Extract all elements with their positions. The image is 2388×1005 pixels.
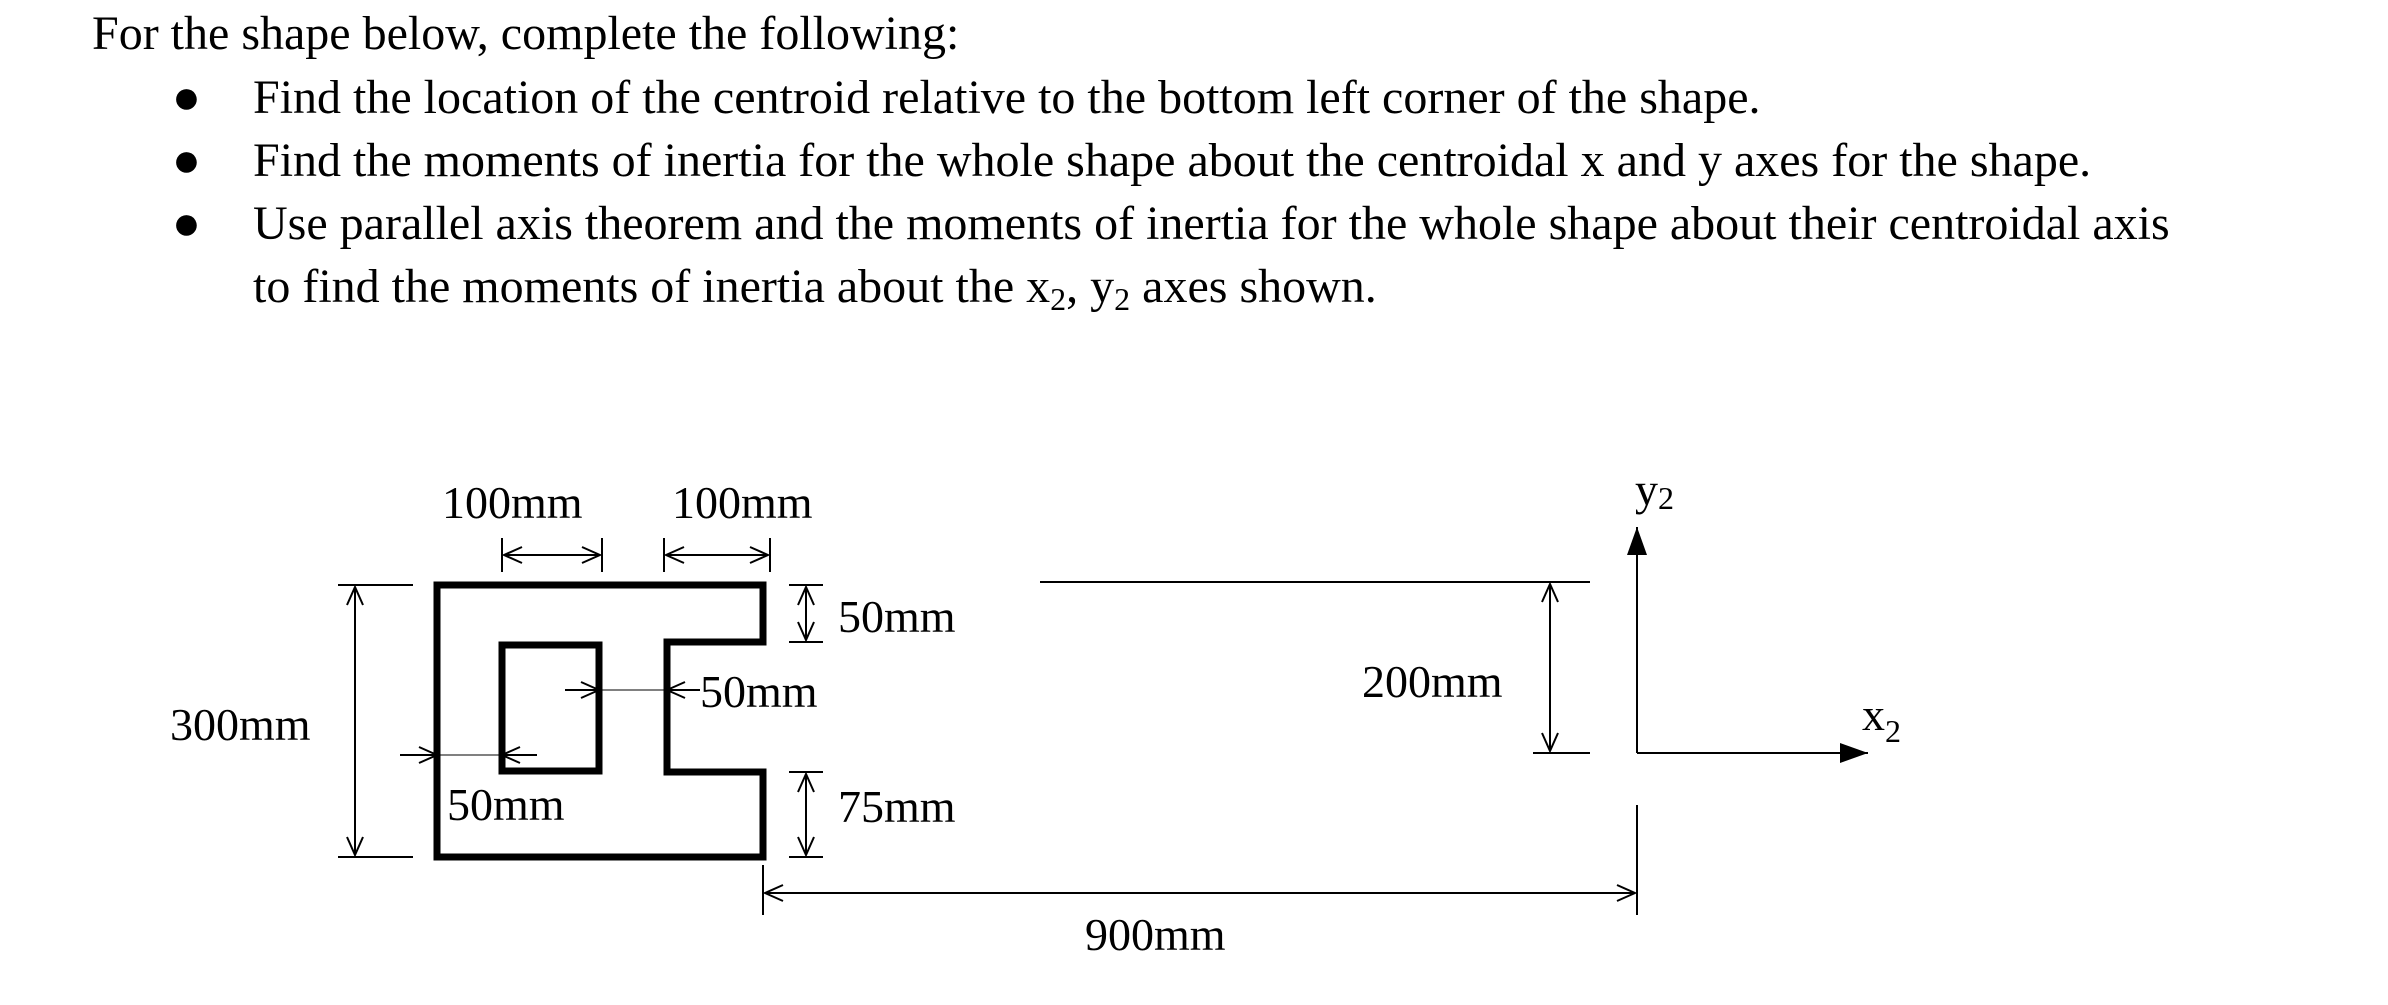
bullet-icon: ● <box>172 134 201 187</box>
task-text: Find the moments of inertia for the whole shape about the centroidal x and y axes for the shape. <box>253 134 2092 187</box>
y2-subscript: 2 <box>1658 480 1674 516</box>
task-text: Find the location of the centroid relative to the bottom left corner of the shape. <box>253 71 1761 124</box>
task-text: Use parallel axis theorem and the moments of inertia for the whole shape about their centroidal axis to find the moments of inertia about the x <box>253 197 2170 313</box>
y2-axis-label <box>1635 464 1674 516</box>
dim-overall-height: 300mm <box>170 699 311 750</box>
dim-top-left: 100mm <box>442 477 583 528</box>
dim-top-notch: 50mm <box>838 591 956 642</box>
dim-horizontal-offset: 900mm <box>1085 909 1226 960</box>
dim-left-wall: 50mm <box>447 779 565 830</box>
task-text: axes shown. <box>1130 260 1377 313</box>
bullet-icon: ● <box>172 197 201 250</box>
x2-subscript: 2 <box>1885 713 1901 749</box>
dim-vertical-offset: 200mm <box>1362 656 1503 707</box>
dim-slot: 50mm <box>700 666 818 717</box>
x2-label: x <box>1862 689 1885 740</box>
dim-bottom-notch: 75mm <box>838 781 956 832</box>
problem-intro: For the shape below, complete the following: <box>92 7 960 60</box>
inner-cutout <box>502 645 599 771</box>
bullet-icon: ● <box>172 71 201 124</box>
subscript: 2 <box>1050 281 1067 317</box>
dim-top-right: 100mm <box>672 477 813 528</box>
x2-axis-label <box>1862 689 1901 749</box>
subscript: 2 <box>1114 281 1131 317</box>
task-text: , y <box>1066 260 1115 313</box>
y2-label: y <box>1635 464 1658 515</box>
